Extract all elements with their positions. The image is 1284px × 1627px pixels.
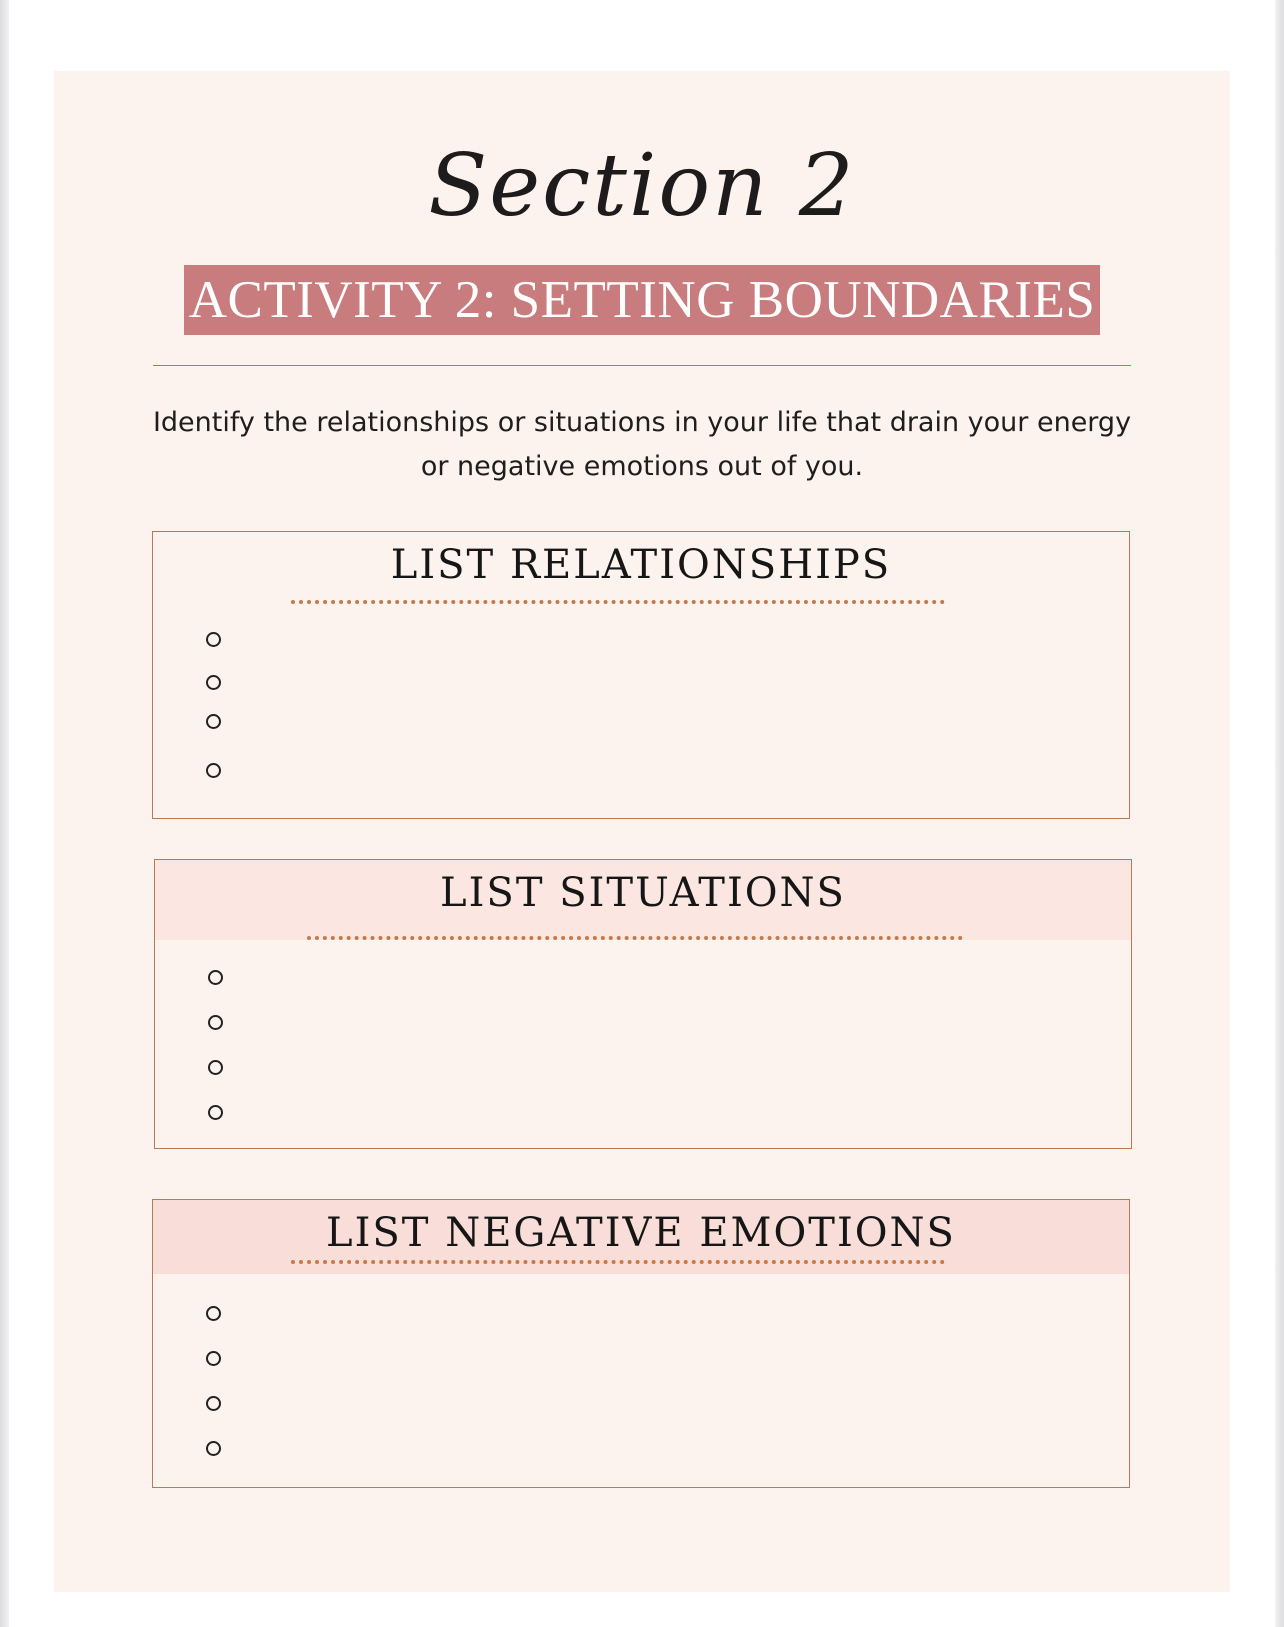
activity-banner bbox=[184, 265, 1100, 335]
dotted-underline bbox=[291, 1260, 945, 1264]
bullet-point bbox=[206, 1306, 221, 1321]
negative-emotions-list-box bbox=[152, 1199, 1130, 1488]
instructions bbox=[114, 401, 1170, 489]
list-header bbox=[155, 860, 1131, 940]
bullet-point bbox=[206, 714, 221, 729]
section-title: Section 2 bbox=[428, 136, 856, 236]
page-edge-right bbox=[1275, 0, 1284, 1627]
page-edge-left bbox=[0, 0, 9, 1627]
instructions-line-1: Identify the relationships or situations in your life that drain your energy bbox=[152, 407, 1132, 438]
bullet-point bbox=[206, 763, 221, 778]
bullet-point bbox=[206, 1441, 221, 1456]
bullet-point bbox=[206, 632, 221, 647]
bullet-point bbox=[208, 1060, 223, 1075]
dotted-underline bbox=[307, 936, 963, 940]
worksheet-page bbox=[54, 71, 1230, 1592]
list-heading: LIST NEGATIVE EMOTIONS bbox=[326, 1210, 956, 1256]
bullet-point bbox=[206, 1396, 221, 1411]
bullet-point bbox=[208, 1105, 223, 1120]
divider-line bbox=[153, 365, 1131, 366]
activity-title: ACTIVITY 2: SETTING BOUNDARIES bbox=[188, 271, 1096, 329]
dotted-underline bbox=[291, 600, 945, 604]
bullet-point bbox=[206, 1351, 221, 1366]
list-heading: LIST RELATIONSHIPS bbox=[390, 542, 892, 588]
situations-list-box bbox=[154, 859, 1132, 1149]
bullet-point bbox=[208, 1015, 223, 1030]
bullet-point bbox=[208, 970, 223, 985]
list-heading: LIST SITUATIONS bbox=[440, 870, 846, 916]
instructions-line-2: or negative emotions out of you. bbox=[420, 451, 864, 482]
bullet-point bbox=[206, 675, 221, 690]
relationships-list-box bbox=[152, 531, 1130, 819]
